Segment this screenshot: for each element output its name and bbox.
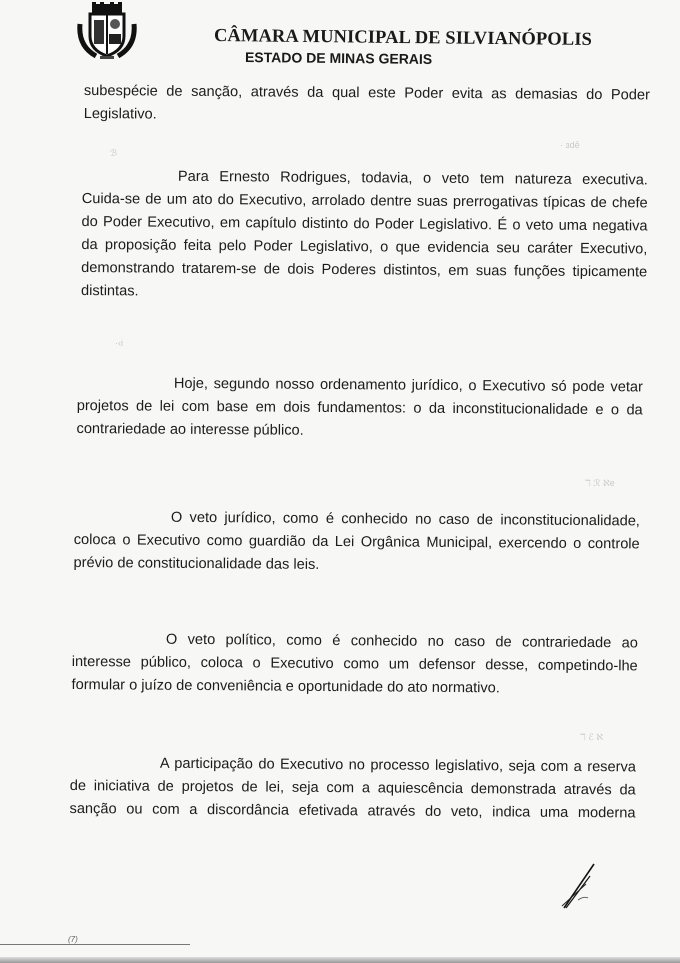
text-line: sanção ou com a discordância efetivada através do veto, indica uma moderna — [69, 800, 636, 822]
text-line: A participação do Executivo no processo legislativo, seja com a reserva — [159, 755, 636, 776]
paragraph-continuation — [84, 80, 650, 130]
chamber-title: CÂMARA MUNICIPAL DE SILVIANÓPOLIS — [213, 26, 593, 50]
text-line: subespécie de sanção, através da qual este Poder evita as demasias do Poder — [83, 82, 650, 104]
scan-artifact: · ɜdē — [560, 140, 580, 150]
text-line: contrariedade ao interesse público. — [76, 420, 304, 439]
page-mark: (7) — [68, 935, 78, 944]
paragraph-veto-politico — [71, 628, 638, 701]
text-line: interesse público, coloca o Executivo como um defensor desse, competindo-lhe — [71, 653, 638, 675]
text-line: de iniciativa de projetos de lei, seja com a aquiescência demonstrada através da — [69, 777, 636, 799]
coat-of-arms-icon — [76, 2, 138, 60]
text-line: Hoje, segundo nosso ordenamento jurídico, o Executivo só pode vetar — [173, 375, 643, 396]
scan-artifact: ℸ ℰ ℵ — [580, 732, 603, 742]
text-line: Legislativo. — [83, 105, 157, 123]
text-line: prévio de constitucionalidade das leis. — [73, 554, 320, 573]
signature-icon — [560, 862, 600, 912]
scan-artifact: ℬ — [110, 148, 118, 158]
text-line: demonstrando tratarem-se de dois Poderes distintos, em suas funções tipicamente — [81, 259, 648, 281]
text-line: Cuida-se de um ato do Executivo, arrolado dentre suas prerrogativas típicas de chefe — [81, 190, 648, 212]
paragraph-veto-grounds — [76, 372, 643, 445]
text-line: O veto político, como é conhecido no caso de contrariedade ao — [165, 631, 638, 652]
text-line: formular o juízo de conveniência e oportunidade do ato normativo. — [71, 676, 500, 697]
text-line: distintas. — [80, 282, 139, 300]
text-line: O veto jurídico, como é conhecido no caso de inconstitucionalidade, — [170, 509, 640, 530]
text-line: coloca o Executivo como guardião da Lei Orgânica Municipal, exercendo o controle — [73, 531, 640, 553]
text-line: projetos de lei com base em dois fundamentos: o da inconstitucionalidade e o da — [76, 397, 643, 419]
scan-artifact: ℸ ℛ ℵe — [585, 478, 615, 488]
text-line: Para Ernesto Rodrigues, todavia, o veto tem natureza executiva. — [177, 168, 648, 189]
paragraph-veto-juridico — [73, 506, 640, 579]
text-line: da proposição feita pelo Poder Legislativo, o que evidencia seu caráter Executivo, — [81, 236, 648, 258]
state-subtitle: ESTADO DE MINAS GERAIS — [244, 49, 433, 67]
scan-artifact: ·‹i — [115, 338, 123, 348]
paragraph-ernesto-rodrigues — [81, 165, 648, 307]
scan-edge — [0, 957, 680, 963]
footer-rule — [0, 944, 190, 945]
paragraph-participacao-executivo — [69, 752, 636, 825]
text-line: do Poder Executivo, em capítulo distinto do Poder Legislativo. É o veto uma negativa — [81, 213, 648, 235]
